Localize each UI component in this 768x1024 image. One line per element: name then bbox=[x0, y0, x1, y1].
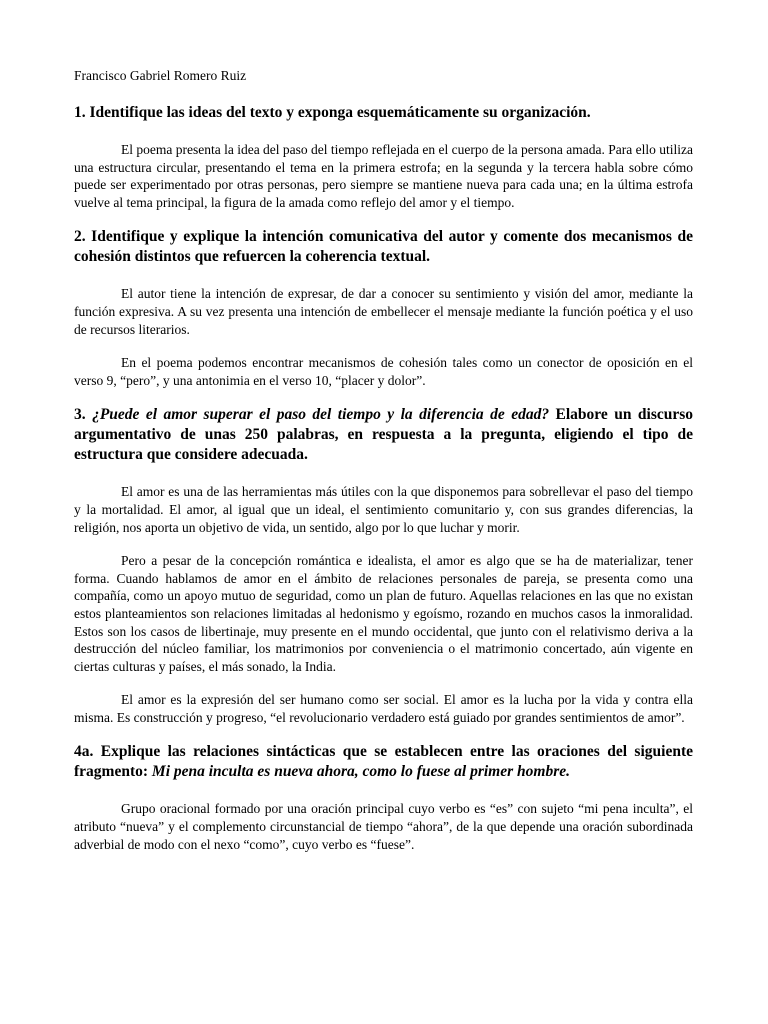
question-2-heading: 2. Identifique y explique la intención comunicativa del autor y comente dos mecanismos de cohesión distintos que refuercen la coherencia textual. bbox=[74, 228, 693, 266]
question-1-heading: 1. Identifique las ideas del texto y exponga esquemáticamente su organización. bbox=[74, 104, 591, 121]
question-3-answer-paragraph-2: Pero a pesar de la concepción romántica e idealista, el amor es algo que se ha de materializar, tener forma. Cuando hablamos de amor en el ámbito de relaciones personales de pareja, se presenta como una compañía, como un apoyo mutuo de seguridad, como un plan de futuro. Aquellas relaciones en las que no existan estos planteamientos son relaciones limitadas al hedonismo y egoísmo, rozando en muchos casos la inmoralidad. Estos son los casos de libertinaje, muy presente en el mundo occidental, que junto con el relativismo deriva a la destrucción del núcleo familiar, los matrimonios por conveniencia o el matrimonio concertado, aún vigente en ciertas culturas y países, el más sonado, la India. bbox=[74, 553, 693, 674]
question-2-answer-paragraph-2: En el poema podemos encontrar mecanismos de cohesión tales como un conector de oposición en el verso 9, “pero”, y una antonimia en el verso 10, “placer y dolor”. bbox=[74, 355, 693, 388]
question-3-heading bbox=[74, 405, 693, 465]
question-3-answer-paragraph-1: El amor es una de las herramientas más útiles con la que disponemos para sobrellevar el paso del tiempo y la mortalidad. El amor, al igual que un ideal, el sentimiento comunitario y, con sus grandes diferencias, la religión, nos aporta un objetivo de vida, un sentido, algo por lo que luchar y morir. bbox=[74, 484, 693, 535]
question-3-instruction: Elabore un discurso argumentativo de unas 250 palabras, en respuesta a la pregunta, eligiendo el tipo de estructura que considere adecuada. bbox=[74, 406, 694, 464]
question-4a-fragment: Mi pena inculta es nueva ahora, como lo fuese al primer hombre. bbox=[151, 763, 570, 781]
question-2-answer-paragraph-1: El autor tiene la intención de expresar, de dar a conocer su sentimiento y visión del amor, mediante la función expresiva. A su vez presenta una intención de embellecer el mensaje mediante la función poética y el uso de recursos literarios. bbox=[74, 286, 693, 337]
question-4a-answer-paragraph: Grupo oracional formado por una oración principal cuyo verbo es “es” con sujeto “mi pena inculta”, el atributo “nueva” y el complemento circunstancial de tiempo “ahora”, de la que depende una oración subordinada adverbial de modo con el nexo “como”, cuyo verbo es “fuese”. bbox=[74, 801, 693, 852]
question-3-question: ¿Puede el amor superar el paso del tiempo y la diferencia de edad? bbox=[92, 406, 550, 424]
question-3-answer-paragraph-3: El amor es la expresión del ser humano como ser social. El amor es la lucha por la vida y contra ella misma. Es construcción y progreso, “el revolucionario verdadero está guiado por grandes sentimientos de amor”. bbox=[74, 692, 693, 725]
author-name: Francisco Gabriel Romero Ruiz bbox=[74, 68, 247, 83]
question-4a-instruction: 4a. Explique las relaciones sintácticas que se establecen entre las oraciones del siguiente fragmento: bbox=[74, 743, 693, 781]
question-4a-heading bbox=[74, 742, 693, 782]
question-1-answer-paragraph: El poema presenta la idea del paso del tiempo reflejada en el cuerpo de la persona amada. Para ello utiliza una estructura circular, presentando el tema en la primera estrofa; en la segunda y la tercera habla sobre cómo puede ser experimentado por otras personas, pero siempre se mantiene nueva para cada una; en la última estrofa vuelve al tema principal, la figura de la amada como reflejo del amor y el tiempo. bbox=[74, 142, 693, 210]
question-3-number: 3. bbox=[74, 406, 93, 424]
